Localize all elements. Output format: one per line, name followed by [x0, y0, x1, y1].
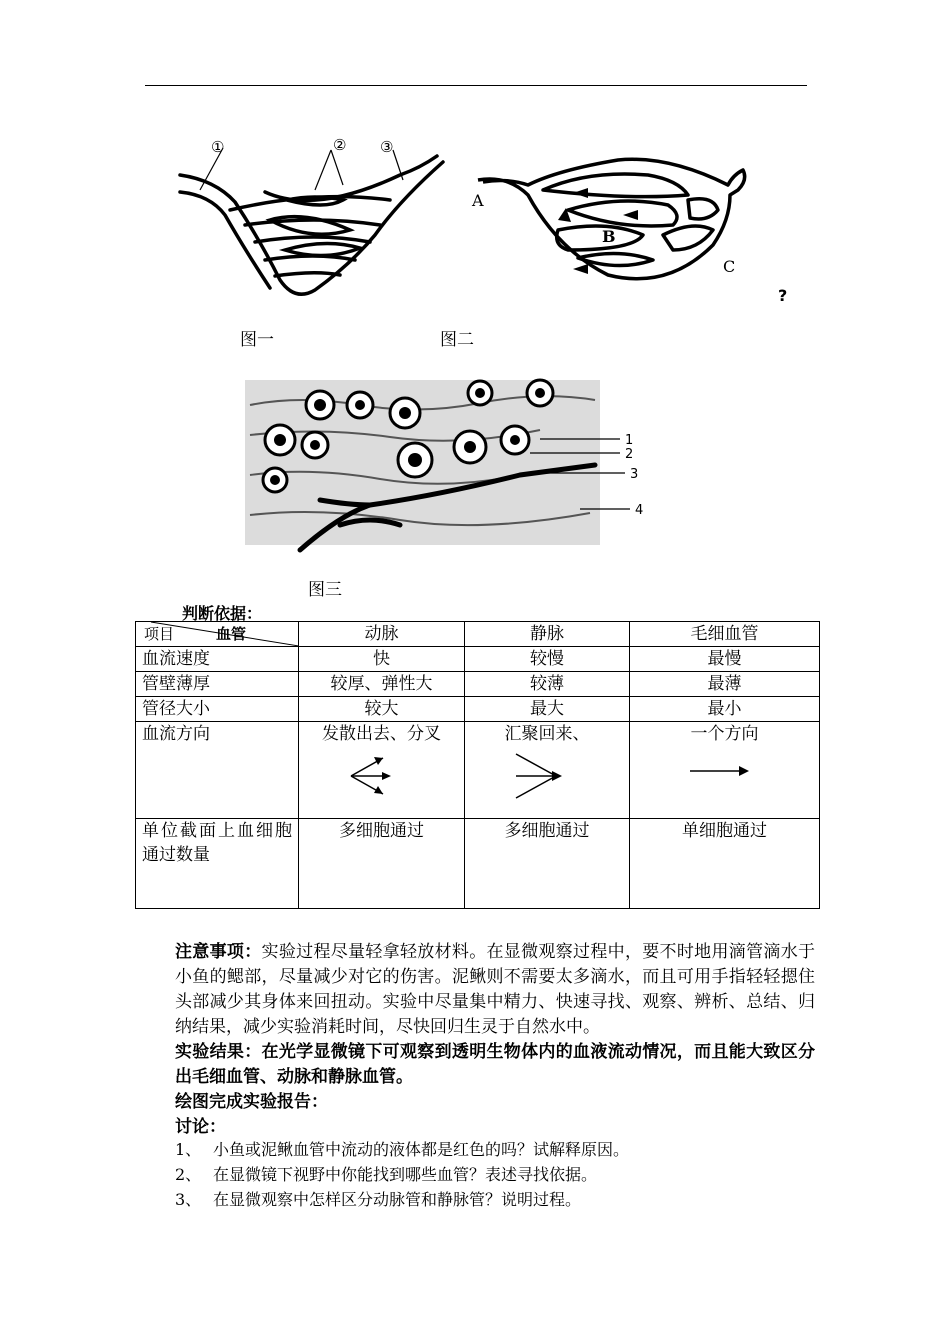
list-item-text: 在显微镜下视野中你能找到哪些血管？表述寻找依据。	[213, 1165, 598, 1184]
converging-arrows-icon	[512, 746, 572, 806]
table-cell: 最大	[465, 697, 630, 722]
fig3-label-3: 3	[630, 467, 639, 482]
figure-1-capillary-network	[175, 130, 450, 305]
table-cell: 最小	[630, 697, 820, 722]
list-item-text: 在显微观察中怎样区分动脉管和静脉管？说明过程。	[213, 1190, 582, 1209]
cell-text: 发散出去、分叉	[322, 724, 441, 744]
list-item	[175, 1162, 629, 1187]
table-cell: 多细胞通过	[465, 819, 630, 909]
table-cell	[630, 722, 820, 819]
table-row	[136, 722, 820, 819]
fig2-label-a: A	[472, 191, 484, 210]
table-header-row	[136, 622, 820, 647]
corner-row-label: 项目	[144, 625, 175, 643]
table-cell: 最薄	[630, 672, 820, 697]
table-cell	[465, 722, 630, 819]
vessel-comparison-table	[135, 621, 820, 909]
question-mark: ?	[778, 286, 788, 305]
row-label: 血流速度	[136, 647, 299, 672]
figure-3-caption: 图三	[308, 580, 342, 600]
row-label: 管径大小	[136, 697, 299, 722]
figure-3-micrograph	[240, 375, 660, 555]
fig3-label-4: 4	[635, 503, 644, 518]
table-cell: 最慢	[630, 647, 820, 672]
row-label: 血流方向	[136, 722, 299, 819]
header-rule	[145, 85, 807, 86]
drawing-instruction: 绘图完成实验报告：	[175, 1092, 328, 1112]
col-header-artery: 动脉	[299, 622, 465, 647]
col-header-capillary: 毛细血管	[630, 622, 820, 647]
caution-label: 注意事项：	[175, 942, 262, 962]
caution-text: 实验过程尽量轻拿轻放材料。在显微观察过程中，要不时地用滴管滴水于小鱼的鳃部，尽量减少对它的伤害。泥鳅则不需要太多滴水，而且可用手指轻轻摁住头部减少其身体来回扭动。实验中尽量集中精力、快速寻找、观察、辨析、总结、归纳结果，减少实验消耗时间，尽快回归生灵于自然水中。	[175, 942, 816, 1037]
table-corner-cell	[136, 622, 299, 647]
list-item-text: 小鱼或泥鳅血管中流动的液体都是红色的吗？试解释原因。	[213, 1140, 630, 1159]
row-label: 单位截面上血细胞通过数量	[136, 819, 299, 909]
table-cell: 单细胞通过	[630, 819, 820, 909]
fig2-label-c: C	[723, 257, 736, 276]
fig1-label-2: ②	[333, 136, 347, 154]
col-header-vein: 静脉	[465, 622, 630, 647]
table-row	[136, 697, 820, 722]
table-cell: 较大	[299, 697, 465, 722]
table-cell: 较慢	[465, 647, 630, 672]
discussion-label: 讨论：	[175, 1117, 226, 1137]
list-item-number: 1、	[175, 1140, 202, 1159]
fig1-label-3: ③	[380, 138, 394, 156]
list-item	[175, 1137, 629, 1162]
fig3-label-2: 2	[625, 447, 634, 462]
caution-paragraph	[175, 940, 815, 1040]
list-item	[175, 1187, 629, 1212]
basis-heading: 判断依据：	[182, 604, 263, 623]
table-cell: 快	[299, 647, 465, 672]
fig1-label-1: ①	[211, 138, 225, 156]
table-row	[136, 647, 820, 672]
fig2-label-b: B	[602, 227, 616, 246]
table-row	[136, 672, 820, 697]
diverging-arrows-icon	[343, 748, 403, 804]
figure-1-caption: 图一	[240, 330, 274, 350]
table-cell: 较薄	[465, 672, 630, 697]
row-label: 管壁薄厚	[136, 672, 299, 697]
cell-text: 汇聚回来、	[504, 724, 590, 744]
single-arrow-icon	[685, 756, 755, 786]
table-cell: 多细胞通过	[299, 819, 465, 909]
result-label: 实验结果：	[175, 1042, 262, 1062]
fig3-label-1: 1	[625, 433, 634, 448]
table-row	[136, 819, 820, 909]
list-item-number: 3、	[175, 1190, 202, 1209]
discussion-list	[175, 1137, 629, 1212]
corner-col-label: 血管	[216, 625, 247, 643]
table-cell: 较厚、弹性大	[299, 672, 465, 697]
list-item-number: 2、	[175, 1165, 202, 1184]
cell-text: 一个方向	[690, 724, 759, 744]
figure-2-blood-vessels	[468, 150, 763, 290]
table-cell	[299, 722, 465, 819]
notes-section	[175, 940, 815, 1140]
result-text: 在光学显微镜下可观察到透明生物体内的血液流动情况，而且能大致区分出毛细血管、动脉和静脉血管。	[175, 1042, 816, 1087]
result-paragraph	[175, 1040, 815, 1090]
figure-2-caption: 图二	[440, 330, 474, 350]
